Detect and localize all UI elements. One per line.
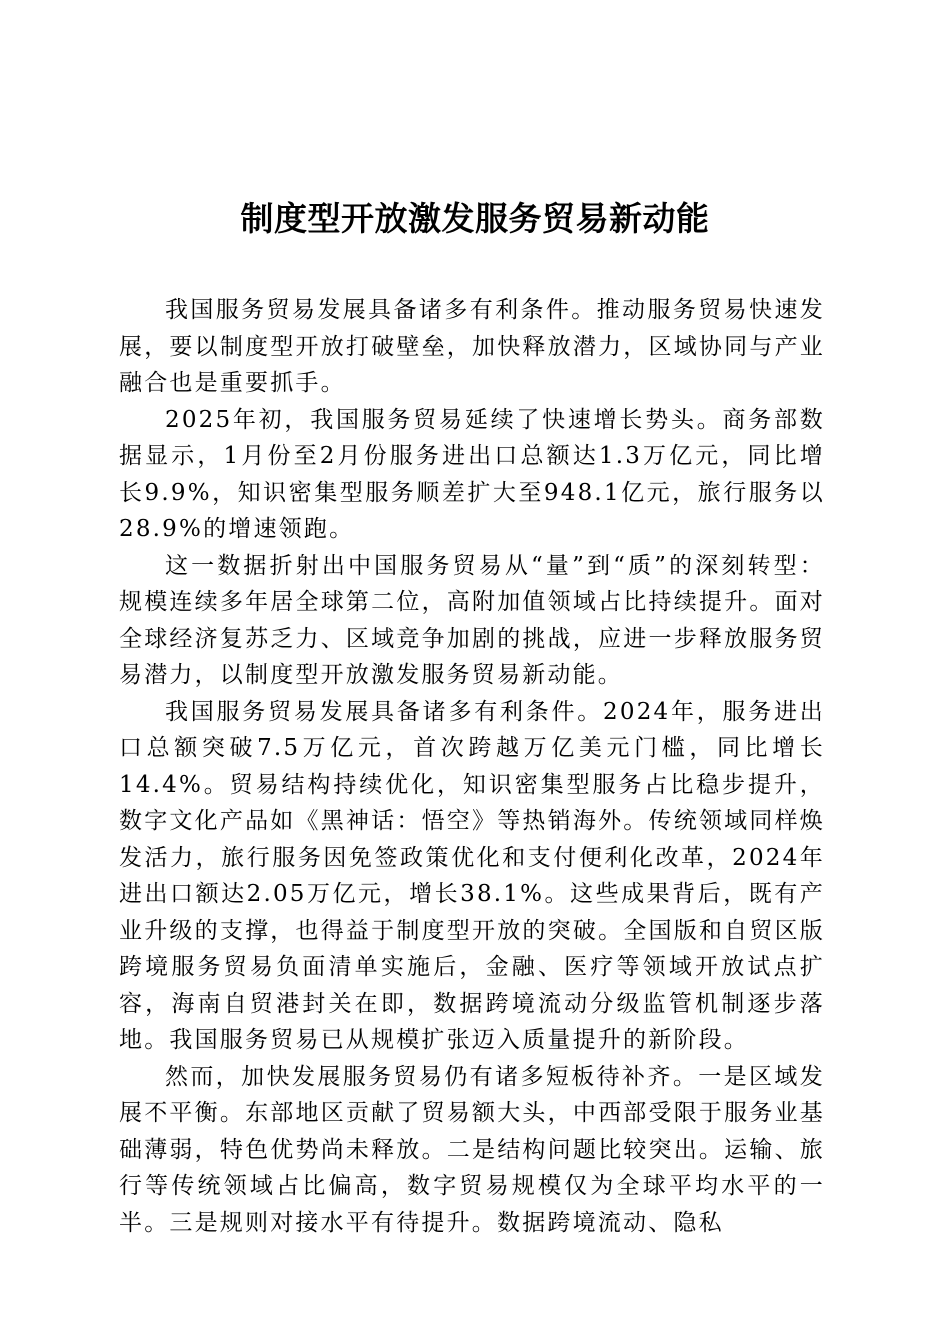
- paragraph-1: 我国服务贸易发展具备诸多有利条件。推动服务贸易快速发展，要以制度型开放打破壁垒，加快释放潜力，区域协同与产业融合也是重要抓手。: [119, 297, 825, 396]
- article-title: 制度型开放激发服务贸易新动能: [240, 199, 710, 238]
- paragraph-4: 我国服务贸易发展具备诸多有利条件。2024年，服务进出口总额突破7.5万亿元，首次跨越万亿美元门槛，同比增长14.4%。贸易结构持续优化，知识密集型服务占比稳步提升，数字文化产品如《黑神话：悟空》等热销海外。传统领域同样焕发活力，旅行服务因免签政策优化和支付便利化改革，2024年进出口额达2.05万亿元，增长38.1%。这些成果背后，既有产业升级的支撑，也得益于制度型开放的突破。全国版和自贸区版跨境服务贸易负面清单实施后，金融、医疗等领域开放试点扩容，海南自贸港封关在即，数据跨境流动分级监管机制逐步落地。我国服务贸易已从规模扩张迈入质量提升的新阶段。: [119, 698, 825, 1053]
- paragraph-2: 2025年初，我国服务贸易延续了快速增长势头。商务部数据显示，1月份至2月份服务进出口总额达1.3万亿元，同比增长9.9%，知识密集型服务顺差扩大至948.1亿元，旅行服务以28.9%的增速领跑。: [119, 406, 825, 542]
- paragraph-3: 这一数据折射出中国服务贸易从“量”到“质”的深刻转型：规模连续多年居全球第二位，高附加值领域占比持续提升。面对全球经济复苏乏力、区域竞争加剧的挑战，应进一步释放服务贸易潜力，以制度型开放激发服务贸易新动能。: [119, 552, 825, 688]
- article-body: [119, 292, 825, 1241]
- paragraph-5: 然而，加快发展服务贸易仍有诸多短板待补齐。一是区域发展不平衡。东部地区贡献了贸易额大头，中西部受限于服务业基础薄弱，特色优势尚未释放。二是结构问题比较突出。运输、旅行等传统领域占比偏高，数字贸易规模仅为全球平均水平的一半。三是规则对接水平有待提升。数据跨境流动、隐私: [119, 1063, 825, 1236]
